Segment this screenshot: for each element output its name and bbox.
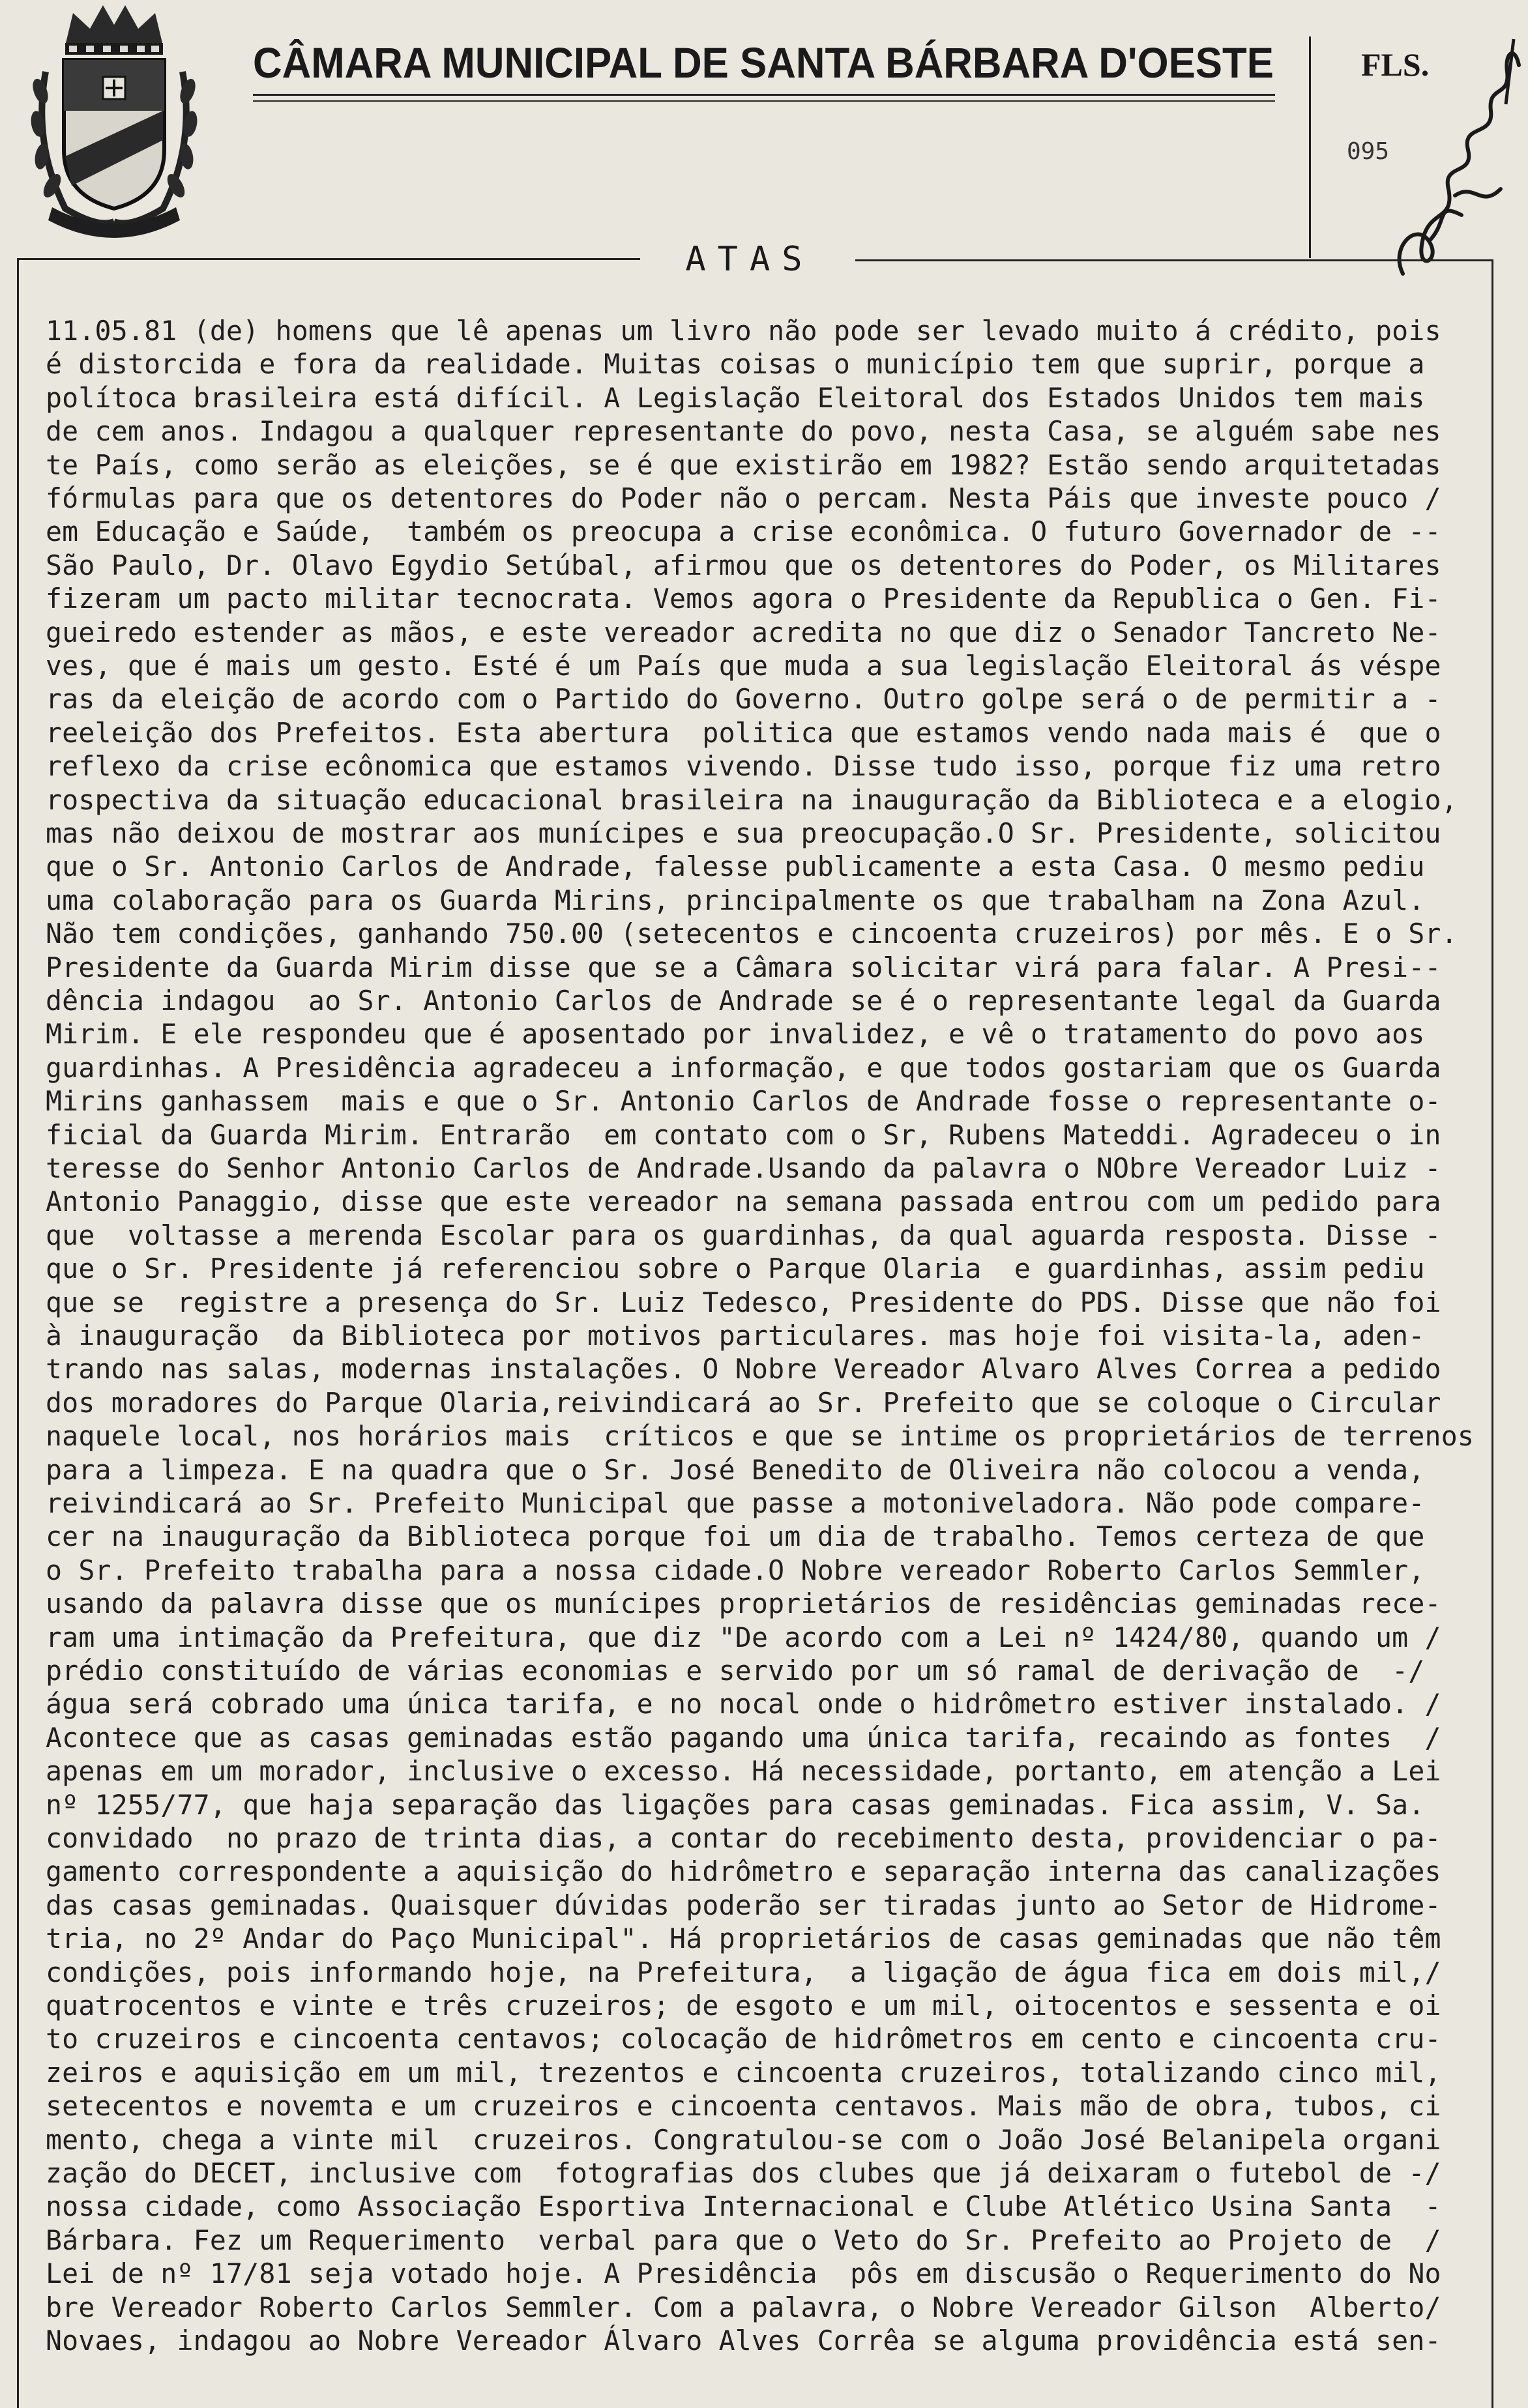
body-text-line: condições, pois informando hoje, na Prefeitura, a ligação de água fica em dois mil,/	[46, 1956, 1441, 1988]
body-text-line: rospectiva da situação educacional brasileira na inauguração da Biblioteca e a elogio,	[46, 783, 1458, 816]
body-text-line: prédio constituído de várias economias e servido por um só ramal de derivação de -/	[46, 1655, 1425, 1687]
body-text-line: mento, chega a vinte mil cruzeiros. Congratulou-se com o João José Belanipela organi	[46, 2123, 1441, 2156]
body-text-line: água será cobrado uma única tarifa, e no nocal onde o hidrômetro estiver instalado. /	[46, 1688, 1441, 1720]
body-text-line: Lei de nº 17/81 seja votado hoje. A Presidência pôs em discusão o Requerimento do No	[46, 2257, 1441, 2290]
body-text-line: que o Sr. Antonio Carlos de Andrade, falesse publicamente a esta Casa. O mesmo pediu	[46, 850, 1425, 883]
body-text-line: cer na inauguração da Biblioteca porque foi um dia de trabalho. Temos certeza de que	[46, 1520, 1425, 1553]
body-text-line: Acontece que as casas geminadas estão pagando uma única tarifa, recaindo as fontes /	[46, 1721, 1441, 1754]
body-text-line: usando da palavra disse que os munícipes proprietários de residências geminadas rece-	[46, 1588, 1441, 1620]
body-text-line: tria, no 2º Andar do Paço Municipal". Há proprietários de casas geminadas que não têm	[46, 1922, 1441, 1955]
body-text-line: ras da eleição de acordo com o Partido do Governo. Outro golpe será o de permitir a -	[46, 683, 1441, 716]
body-text-line: Bárbara. Fez um Requerimento verbal para que o Veto do Sr. Prefeito ao Projeto de /	[46, 2224, 1441, 2256]
handwritten-signature	[1377, 26, 1527, 300]
body-text-line: apenas em um morador, inclusive o excesso. Há necessidade, portanto, em atenção a Lei	[46, 1755, 1441, 1788]
body-text-line: uma colaboração para os Guarda Mirins, principalmente os que trabalham na Zona Azul.	[46, 884, 1425, 916]
body-text-line: reeleição dos Prefeitos. Esta abertura politica que estamos vendo nada mais é que o	[46, 716, 1441, 749]
body-text-line: é distorcida e fora da realidade. Muitas coisas o município tem que suprir, porque a	[46, 348, 1425, 381]
body-text-line: guardinhas. A Presidência agradeceu a informação, e que todos gostariam que os Guarda	[46, 1051, 1441, 1084]
body-text-line: São Paulo, Dr. Olavo Egydio Setúbal, afirmou que os detentores do Poder, os Militares	[46, 549, 1441, 581]
body-text-line: ram uma intimação da Prefeitura, que diz "De acordo com a Lei nº 1424/80, quando um /	[46, 1621, 1441, 1653]
body-text-line: nossa cidade, como Associação Esportiva Internacional e Clube Atlético Usina Santa -	[46, 2190, 1441, 2223]
body-text-line: bre Vereador Roberto Carlos Semmler. Com a palavra, o Nobre Vereador Gilson Alberto/	[46, 2291, 1441, 2323]
body-text-line: Presidente da Guarda Mirim disse que se a Câmara solicitar virá para falar. A Presi--	[46, 951, 1441, 983]
frame-top-border-left	[17, 258, 640, 260]
body-text-line: setecentos e novemta e um cruzeiros e cincoenta centavos. Mais mão de obra, tubos, ci	[46, 2090, 1441, 2123]
section-title: ATAS	[685, 240, 814, 279]
body-text-line: teresse do Senhor Antonio Carlos de Andrade.Usando da palavra o NObre Vereador Luiz -	[46, 1152, 1441, 1184]
frame-top-border-right	[855, 259, 1493, 261]
body-text-line: nº 1255/77, que haja separação das ligações para casas geminadas. Fica assim, V. Sa.	[46, 1788, 1425, 1821]
coat-of-arms-emblem	[26, 0, 202, 248]
folio-number: 095	[1347, 138, 1390, 165]
body-text-line: de cem anos. Indagou a qualquer representante do povo, nesta Casa, se alguém sabe nes	[46, 415, 1441, 448]
folio-label: FLS.	[1361, 46, 1430, 83]
body-text-line: que se registre a presença do Sr. Luiz Tedesco, Presidente do PDS. Disse que não foi	[46, 1286, 1441, 1318]
body-text-line: to cruzeiros e cincoenta centavos; colocação de hidrômetros em cento e cincoenta cru-	[46, 2023, 1441, 2055]
body-text-line: ficial da Guarda Mirim. Entrarão em contato com o Sr, Rubens Mateddi. Agradeceu o in	[46, 1118, 1441, 1151]
body-text-line: gamento correspondente a aquisição do hidrômetro e separação interna das canalizações	[46, 1855, 1441, 1888]
body-text-line: gueiredo estender as mãos, e este vereador acredita no que diz o Senador Tancreto Ne-	[46, 616, 1441, 648]
body-text-line: Antonio Panaggio, disse que este vereador na semana passada entrou com um pedido para	[46, 1185, 1441, 1218]
institution-title: CÂMARA MUNICIPAL DE SANTA BÁRBARA D'OESTE	[253, 38, 1274, 87]
body-text-line: para a limpeza. E na quadra que o Sr. José Benedito de Oliveira não colocou a venda,	[46, 1453, 1425, 1486]
body-text-line: trando nas salas, modernas instalações. O Nobre Vereador Alvaro Alves Correa a pedido	[46, 1353, 1441, 1385]
header-rule-upper	[253, 94, 1275, 96]
body-text-line: Mirim. E ele respondeu que é aposentado por invalidez, e vê o tratamento do povo aos	[46, 1018, 1425, 1051]
frame-left-border	[17, 258, 19, 2408]
body-text-line: ves, que é mais um gesto. Esté é um País que muda a sua legislação Eleitoral ás véspe	[46, 650, 1441, 682]
body-text-line: quatrocentos e vinte e três cruzeiros; de esgoto e um mil, oitocentos e sessenta e oi	[46, 1990, 1441, 2022]
body-text-line: reflexo da crise ecônomica que estamos vivendo. Disse tudo isso, porque fiz uma retro	[46, 750, 1441, 783]
body-text-line: em Educação e Saúde, também os preocupa a crise econômica. O futuro Governador de --	[46, 515, 1441, 548]
body-text-line: o Sr. Prefeito trabalha para a nossa cidade.O Nobre vereador Roberto Carlos Semmler,	[46, 1554, 1425, 1586]
body-text-line: Novaes, indagou ao Nobre Vereador Álvaro Alves Corrêa se alguma providência está sen-	[46, 2325, 1441, 2357]
body-text-line: que o Sr. Presidente já referenciou sobre o Parque Olaria e guardinhas, assim pediu	[46, 1253, 1425, 1285]
frame-right-border	[1491, 259, 1493, 2408]
body-text-line: polítoca brasileira está difícil. A Legislação Eleitoral dos Estados Unidos tem mais	[46, 381, 1425, 414]
body-text-line: que voltasse a merenda Escolar para os guardinhas, da qual aguarda resposta. Disse -	[46, 1219, 1441, 1251]
body-text-line: convidado no prazo de trinta dias, a contar do recebimento desta, providenciar o pa-	[46, 1822, 1441, 1854]
header-rule-lower	[253, 100, 1275, 102]
body-text-line: te País, como serão as eleições, se é que existirão em 1982? Estão sendo arquitetadas	[46, 448, 1441, 481]
body-text-line: dência indagou ao Sr. Antonio Carlos de Andrade se é o representante legal da Guarda	[46, 985, 1441, 1017]
body-text-line: à inauguração da Biblioteca por motivos particulares. mas hoje foi visita-la, aden-	[46, 1320, 1425, 1352]
body-text-line: Mirins ganhassem mais e que o Sr. Antonio Carlos de Andrade fosse o representante o-	[46, 1085, 1441, 1118]
body-text-line: zação do DECET, inclusive com fotografias dos clubes que já deixaram o futebol de -/	[46, 2157, 1441, 2189]
body-text-line: dos moradores do Parque Olaria,reivindicará ao Sr. Prefeito que se coloque o Circular	[46, 1386, 1441, 1419]
body-text-line: fizeram um pacto militar tecnocrata. Vemos agora o Presidente da Republica o Gen. Fi-	[46, 583, 1441, 615]
body-text-line: mas não deixou de mostrar aos munícipes e sua preocupação.O Sr. Presidente, solicitou	[46, 817, 1441, 849]
header-vertical-rule	[1309, 36, 1311, 258]
body-text-line: naquele local, nos horários mais críticos e que se intime os proprietários de terrenos	[46, 1420, 1475, 1453]
body-text-line: Não tem condições, ganhando 750.00 (setecentos e cincoenta cruzeiros) por mês. E o Sr.	[46, 918, 1458, 950]
body-text-line: zeiros e aquisição em um mil, trezentos e cincoenta cruzeiros, totalizando cinco mil,	[46, 2056, 1441, 2089]
body-text-line: 11.05.81 (de) homens que lê apenas um livro não pode ser levado muito á crédito, pois	[46, 315, 1441, 347]
body-text-line: das casas geminadas. Quaisquer dúvidas poderão ser tiradas junto ao Setor de Hidrome-	[46, 1889, 1441, 1921]
body-text-line: fórmulas para que os detentores do Poder não o percam. Nesta Páis que investe pouco /	[46, 482, 1441, 514]
body-text-line: reivindicará ao Sr. Prefeito Municipal que passe a motoniveladora. Não pode compare-	[46, 1487, 1425, 1519]
